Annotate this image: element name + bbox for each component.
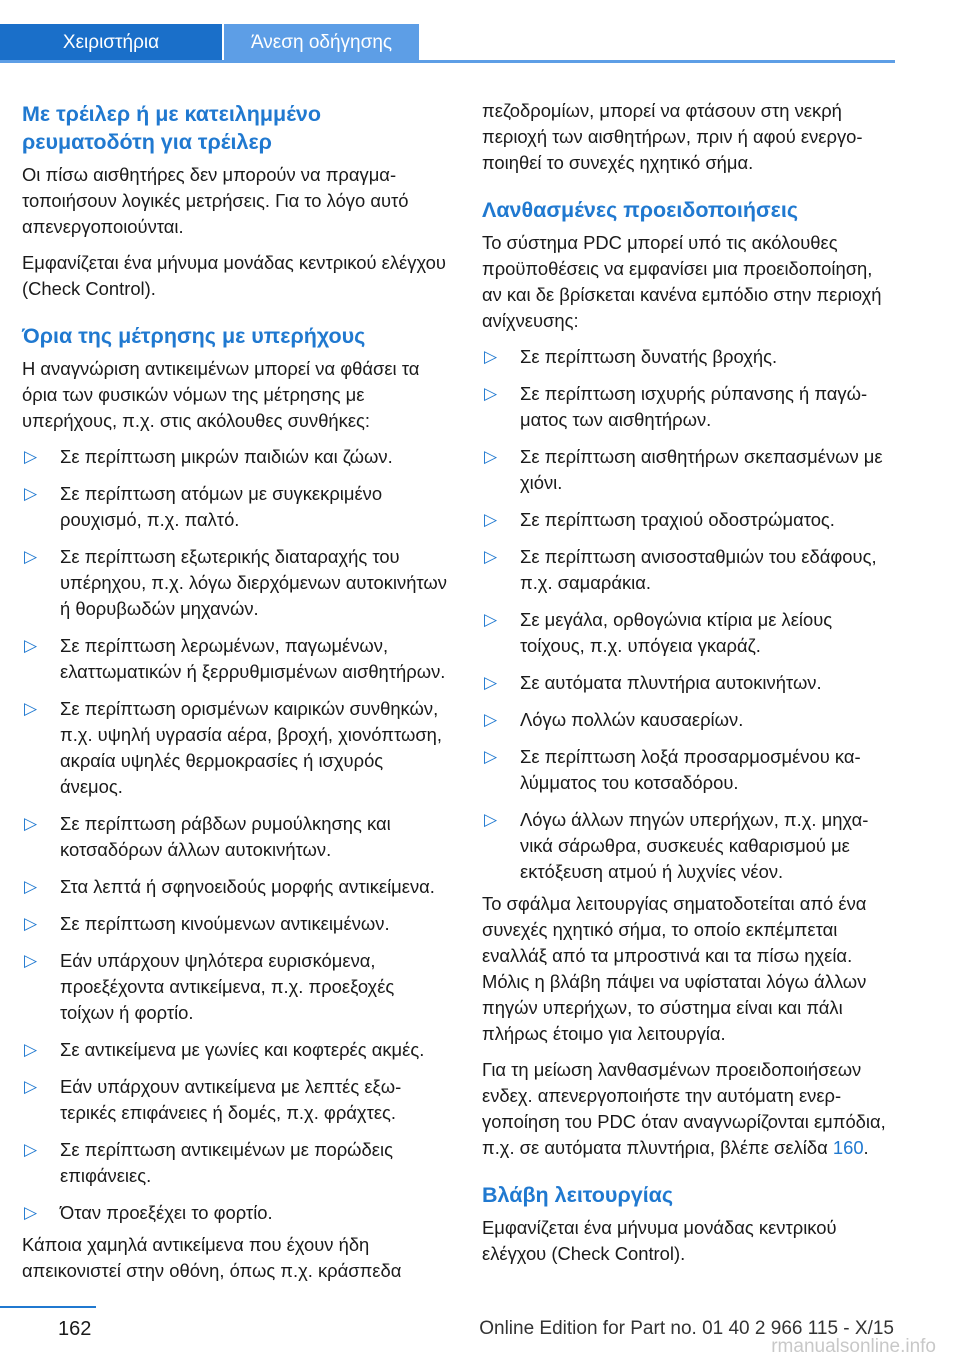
list-item-text: Σε περίπτωση κινούμενων αντικειμένων. (60, 913, 390, 934)
paragraph: Εμφανίζεται ένα μήνυμα μονάδας κεντρικού ελέγχου (Check Control). (482, 1217, 837, 1264)
bullet-arrow-icon: ▷ (484, 610, 498, 629)
list-item (22, 911, 450, 937)
list-item-text: Λόγω άλλων πηγών υπερήχων, π.χ. μηχανικά σάρωθρα, συσκευές καθαρισμού με εκτόξευση ατμού ή λυχνίες νέον. (520, 809, 869, 882)
right-column (482, 98, 892, 1277)
paragraph-text: Για τη μείωση λανθασμένων προειδοποιήσεων ενδεχ. απενεργοποιήστε την αυτόματη ενεργοποίηση του PDC όταν αναγνωρίζονται εμπόδια, π.χ. σε αυτόματα πλυντήρια, βλέπε σελίδα (482, 1059, 886, 1158)
list-item-text: Σε περίπτωση δυνατής βροχής. (520, 346, 778, 367)
bullet-arrow-icon: ▷ (24, 447, 38, 466)
watermark: rmanualsonline.info (771, 1336, 936, 1357)
bullet-arrow-icon: ▷ (484, 747, 498, 766)
bullet-arrow-icon: ▷ (484, 673, 498, 692)
page-header (0, 0, 895, 62)
heading-false-warnings: Λανθασμένες προειδοποιήσεις (482, 198, 799, 222)
list-item-text: Σε περίπτωση ατόμων με συγκεκριμένο ρουχισμό, π.χ. παλτό. (60, 483, 383, 530)
section-tab-driving-comfort[interactable]: Άνεση οδήγησης (224, 24, 419, 62)
heading-malfunction: Βλάβη λειτουργίας (482, 1183, 674, 1207)
paragraph: Το σφάλμα λειτουργίας σηματοδοτείται από ένα συνεχές ηχητικό σήμα, το οποίο εκπέμπεται εναλλάξ από τα μπροστινά και τα πίσω ηχεία. Μόλις η βλάβη πάψει να υφίσταται λόγω άλλων πηγών υπερήχων, το σύστημα είναι και πάλι πλήρως έτοιμο για λειτουργία. (482, 893, 867, 1044)
list-item (482, 607, 892, 659)
list-item (482, 744, 892, 796)
list-item-text: Σε περίπτωση λοξά προσαρμοσμένου καλύμματος του κοτσαδόρου. (520, 746, 861, 793)
list-item-text: Σε περίπτωση μικρών παιδιών και ζώων. (60, 446, 393, 467)
bullet-arrow-icon: ▷ (484, 810, 498, 829)
list-item (22, 1200, 450, 1226)
bullet-arrow-icon: ▷ (24, 1077, 38, 1096)
page-number: 162 (58, 1318, 92, 1340)
bullet-arrow-icon: ▷ (24, 1203, 38, 1222)
false-warnings-list (482, 344, 892, 885)
bullet-arrow-icon: ▷ (24, 699, 38, 718)
paragraph (482, 1057, 892, 1161)
paragraph: Οι πίσω αισθητήρες δεν μπορούν να πραγματοποιήσουν λογικές μετρήσεις. Για το λόγο αυτό απενεργοποιούνται. (22, 164, 409, 237)
bullet-arrow-icon: ▷ (24, 1040, 38, 1059)
list-item-text: Σε περίπτωση αισθητήρων σκεπασμένων με χιόνι. (520, 446, 883, 493)
list-item (22, 633, 450, 685)
list-item (22, 874, 450, 900)
limits-list (22, 444, 450, 1226)
bullet-arrow-icon: ▷ (484, 547, 498, 566)
list-item-text: Σε περίπτωση ισχυρής ρύπανσης ή παγώματος των αισθητήρων. (520, 383, 868, 430)
list-item (22, 1074, 450, 1126)
bullet-arrow-icon: ▷ (24, 484, 38, 503)
list-item-text: Εάν υπάρχουν αντικείμενα με λεπτές εξωτερικές επιφάνειες ή δομές, π.χ. φράχτες. (60, 1076, 402, 1123)
list-item-text: Σε αυτόματα πλυντήρια αυτοκινήτων. (520, 672, 822, 693)
bullet-arrow-icon: ▷ (24, 547, 38, 566)
edition-note: Online Edition for Part no. 01 40 2 966 115 - X/15 (479, 1318, 894, 1339)
heading-trailer: Με τρέιλερ ή με κατειλημμένο ρευματοδότη για τρέιλερ (22, 102, 321, 154)
paragraph: Η αναγνώριση αντικειμένων μπορεί να φθάσει τα όρια των φυσικών νόμων της μέτρησης με υπερήχους, π.χ. στις ακόλουθες συνθήκες: (22, 358, 420, 431)
list-item-text: Σε μεγάλα, ορθογώνια κτίρια με λείους τοίχους, π.χ. υπόγεια γκαράζ. (520, 609, 833, 656)
paragraph: πεζοδρομίων, μπορεί να φτάσουν στη νεκρή περιοχή των αισθητήρων, πριν ή αφού ενεργοποιηθεί το συνεχές ηχητικό σήμα. (482, 100, 863, 173)
list-item-text: Σε περίπτωση εξωτερικής διαταραχής του υπέρηχου, π.χ. λόγω διερχόμενων αυτοκινήτων ή θορυβωδών μηχανών. (60, 546, 447, 619)
list-item (482, 670, 892, 696)
list-item (482, 507, 892, 533)
list-item-text: Λόγω πολλών καυσαερίων. (520, 709, 744, 730)
list-item-text: Σε περίπτωση τραχιού οδοστρώματος. (520, 509, 835, 530)
bullet-arrow-icon: ▷ (484, 384, 498, 403)
list-item-text: Εάν υπάρχουν ψηλότερα ευρισκόμενα, προεξέχοντα αντικείμενα, π.χ. προεξοχές τοίχων ή φορτίο. (60, 950, 395, 1023)
bullet-arrow-icon: ▷ (24, 951, 38, 970)
paragraph: Εμφανίζεται ένα μήνυμα μονάδας κεντρικού ελέγχου (Check Control). (22, 252, 446, 299)
bullet-arrow-icon: ▷ (24, 1140, 38, 1159)
list-item (22, 444, 450, 470)
bullet-arrow-icon: ▷ (24, 877, 38, 896)
heading-ultrasound-limits: Όρια της μέτρησης με υπερήχους (22, 324, 366, 348)
list-item-text: Στα λεπτά ή σφηνοειδούς μορφής αντικείμενα. (60, 876, 435, 897)
list-item-text: Σε περίπτωση ορισμένων καιρικών συνθηκών, π.χ. υψηλή υγρασία αέρα, βροχή, χιονόπτωση, ακραία υψηλές θερμοκρασίες ή ισχυρός άνεμος. (60, 698, 443, 797)
bullet-arrow-icon: ▷ (24, 914, 38, 933)
list-item (482, 707, 892, 733)
list-item (22, 1137, 450, 1189)
bullet-arrow-icon: ▷ (24, 636, 38, 655)
list-item-text: Σε περίπτωση ανισοσταθμιών του εδάφους, π.χ. σαμαράκια. (520, 546, 877, 593)
list-item-text: Σε περίπτωση αντικειμένων με πορώδεις επιφάνειες. (60, 1139, 393, 1186)
list-item (482, 381, 892, 433)
list-item (22, 948, 450, 1026)
list-item (482, 544, 892, 596)
bullet-arrow-icon: ▷ (484, 447, 498, 466)
left-column (22, 100, 450, 1294)
bullet-arrow-icon: ▷ (484, 710, 498, 729)
list-item-text: Σε περίπτωση ράβδων ρυμούλκησης και κοτσαδόρων άλλων αυτοκινήτων. (60, 813, 391, 860)
list-item (482, 444, 892, 496)
list-item (482, 807, 892, 885)
header-divider (0, 60, 895, 63)
bullet-arrow-icon: ▷ (484, 510, 498, 529)
bullet-arrow-icon: ▷ (24, 814, 38, 833)
paragraph: Το σύστημα PDC μπορεί υπό τις ακόλουθες προϋποθέσεις να εμφανίσει μια προειδοποίηση, αν και δε βρίσκεται κανένα εμπόδιο στην περιοχή ανίχνευσης: (482, 232, 882, 331)
footer-rule (0, 1306, 96, 1308)
list-item-text: Σε περίπτωση λερωμένων, παγωμένων, ελαττωματικών ή ξερρυθμισμένων αισθητήρων. (60, 635, 446, 682)
list-item (22, 1037, 450, 1063)
list-item (482, 344, 892, 370)
paragraph: Κάποια χαμηλά αντικείμενα που έχουν ήδη απεικονιστεί στην οθόνη, όπως π.χ. κράσπεδα (22, 1234, 402, 1281)
chapter-tab-controls[interactable]: Χειριστήρια (0, 24, 222, 62)
bullet-arrow-icon: ▷ (484, 347, 498, 366)
paragraph-text: . (863, 1137, 869, 1158)
list-item (22, 811, 450, 863)
list-item (22, 544, 450, 622)
list-item-text: Σε αντικείμενα με γωνίες και κοφτερές ακμές. (60, 1039, 425, 1060)
list-item-text: Όταν προεξέχει το φορτίο. (60, 1202, 273, 1223)
list-item (22, 696, 450, 800)
list-item (22, 481, 450, 533)
page-reference-link[interactable]: 160 (832, 1137, 864, 1158)
